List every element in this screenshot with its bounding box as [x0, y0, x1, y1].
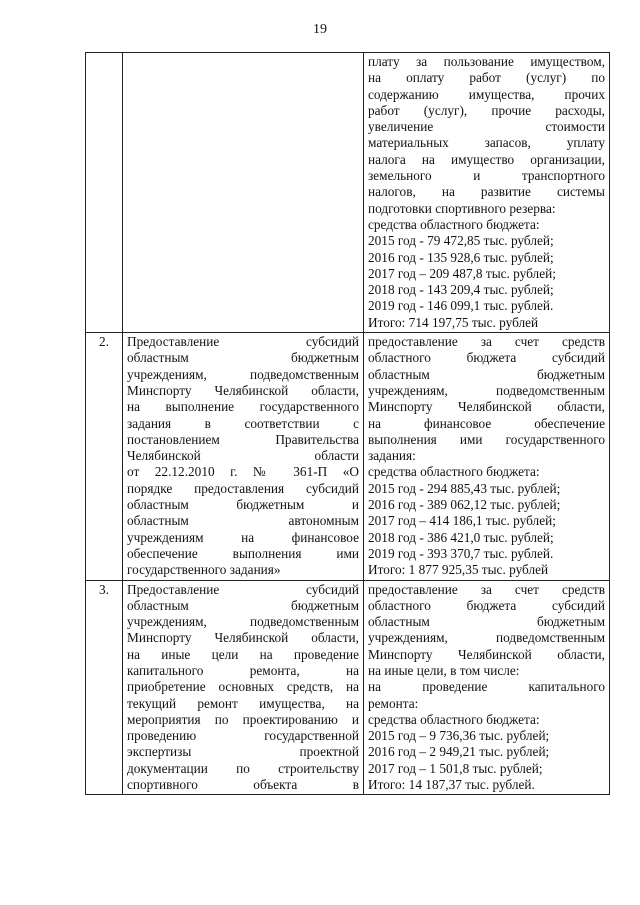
text-line: государственного задания»: [127, 562, 281, 578]
text-line: приобретение основных средств, на: [127, 679, 359, 695]
text-line: областного бюджета субсидий: [368, 350, 605, 366]
text-line: 2017 год – 209 487,8 тыс. рублей;: [368, 265, 556, 281]
text-line: проведению государственной: [127, 728, 359, 744]
text-line: порядке предоставления субсидий: [127, 480, 359, 496]
text-line: Предоставление субсидий: [127, 334, 359, 350]
text-line: 2019 год - 393 370,7 тыс. рублей.: [368, 545, 554, 561]
text-line: учреждениям, подведомственным: [127, 614, 359, 630]
text-line: мероприятия по проектированию и: [127, 711, 359, 727]
text-line: увеличение стоимости: [368, 119, 605, 135]
text-line: предоставление за счет средств: [368, 334, 605, 350]
text-line: 2016 год - 135 928,6 тыс. рублей;: [368, 249, 554, 265]
text-line: на проведение капитального: [368, 679, 605, 695]
text-line: Итого: 1 877 925,35 тыс. рублей: [368, 562, 549, 578]
measure-description-cell: [123, 53, 364, 333]
text-line: задания:: [368, 448, 416, 464]
text-line: обеспечение выполнения ими: [127, 545, 359, 561]
text-line: средства областного бюджета:: [368, 216, 540, 232]
text-line: постановлением Правительства: [127, 431, 359, 447]
text-line: документации по строительству: [127, 760, 359, 776]
text-line: земельного и транспортного: [368, 168, 605, 184]
text-line: средства областного бюджета:: [368, 711, 540, 727]
text-line: Итого: 14 187,37 тыс. рублей.: [368, 777, 535, 793]
text-line: на иные цели, в том числе:: [368, 662, 520, 678]
text-line: 2016 год – 2 949,21 тыс. рублей;: [368, 744, 550, 760]
funding-description-cell: [364, 580, 610, 795]
text-line: областным бюджетным: [368, 366, 605, 382]
text-line: текущий ремонт имущества, на: [127, 695, 359, 711]
text-line: налогов, на развитие системы: [368, 184, 605, 200]
text-line: 2015 год - 79 472,85 тыс. рублей;: [368, 233, 554, 249]
text-line: 2017 год – 414 186,1 тыс. рублей;: [368, 513, 556, 529]
text-line: 2016 год - 389 062,12 тыс. рублей;: [368, 497, 561, 513]
text-line: областным бюджетным и: [127, 497, 359, 513]
text-line: спортивного объекта в: [127, 777, 359, 793]
text-line: на оплату работ (услуг) по: [368, 70, 605, 86]
text-line: материальных запасов, уплату: [368, 135, 605, 151]
row-number: 3.: [86, 580, 123, 795]
measure-description-cell: [123, 333, 364, 580]
text-line: плату за пользование имуществом,: [368, 54, 605, 69]
text-line: на иные цели на проведение: [127, 646, 359, 662]
row-number: 2.: [86, 333, 123, 580]
table-row: [86, 580, 610, 795]
funding-description-cell: [364, 333, 610, 580]
funding-description-cell: [364, 53, 610, 333]
text-line: 2018 год - 386 421,0 тыс. рублей;: [368, 529, 554, 545]
table-body: [86, 53, 610, 795]
text-line: предоставление за счет средств: [368, 581, 605, 597]
text-line: налога на имущество организации,: [368, 151, 605, 167]
row-number: [86, 53, 123, 333]
text-line: ремонта:: [368, 695, 419, 711]
text-line: 2017 год – 1 501,8 тыс. рублей;: [368, 760, 543, 776]
text-line: содержанию имущества, прочих: [368, 86, 605, 102]
text-line: средства областного бюджета:: [368, 464, 540, 480]
text-line: Челябинской области: [127, 448, 359, 464]
text-line: Минспорту Челябинской области,: [368, 399, 605, 415]
text-line: задания в соответствии с: [127, 415, 359, 431]
text-line: учреждениям, подведомственным: [368, 382, 605, 398]
text-line: работ (услуг), прочие расходы,: [368, 102, 605, 118]
text-line: выполнения ими государственного: [368, 431, 605, 447]
text-line: Минспорту Челябинской области,: [127, 630, 359, 646]
measure-description-cell: [123, 580, 364, 795]
text-line: Предоставление субсидий: [127, 581, 359, 597]
text-line: учреждениям, подведомственным: [368, 630, 605, 646]
text-line: областного бюджета субсидий: [368, 597, 605, 613]
text-line: 2019 год - 146 099,1 тыс. рублей.: [368, 298, 554, 314]
text-line: 2015 год - 294 885,43 тыс. рублей;: [368, 480, 561, 496]
page-number: 19: [313, 22, 327, 37]
text-line: областным бюджетным: [127, 597, 359, 613]
text-line: 2018 год - 143 209,4 тыс. рублей;: [368, 282, 554, 298]
text-line: от 22.12.2010 г. № 361-П «О: [127, 464, 359, 480]
text-line: учреждениям, подведомственным: [127, 366, 359, 382]
text-line: областным бюджетным: [127, 350, 359, 366]
text-line: Минспорту Челябинской области,: [127, 382, 359, 398]
text-line: областным автономным: [127, 513, 359, 529]
text-line: на выполнение государственного: [127, 399, 359, 415]
text-line: областным бюджетным: [368, 614, 605, 630]
text-line: экспертизы проектной: [127, 744, 359, 760]
text-line: на финансовое обеспечение: [368, 415, 605, 431]
text-line: учреждениям на финансовое: [127, 529, 359, 545]
document-table: [85, 52, 610, 795]
text-line: Минспорту Челябинской области,: [368, 646, 605, 662]
table-row: [86, 53, 610, 333]
text-line: подготовки спортивного резерва:: [368, 200, 556, 216]
text-line: 2015 год – 9 736,36 тыс. рублей;: [368, 728, 550, 744]
text-line: Итого: 714 197,75 тыс. рублей: [368, 314, 539, 330]
text-line: капитального ремонта, на: [127, 662, 359, 678]
table-row: [86, 333, 610, 580]
